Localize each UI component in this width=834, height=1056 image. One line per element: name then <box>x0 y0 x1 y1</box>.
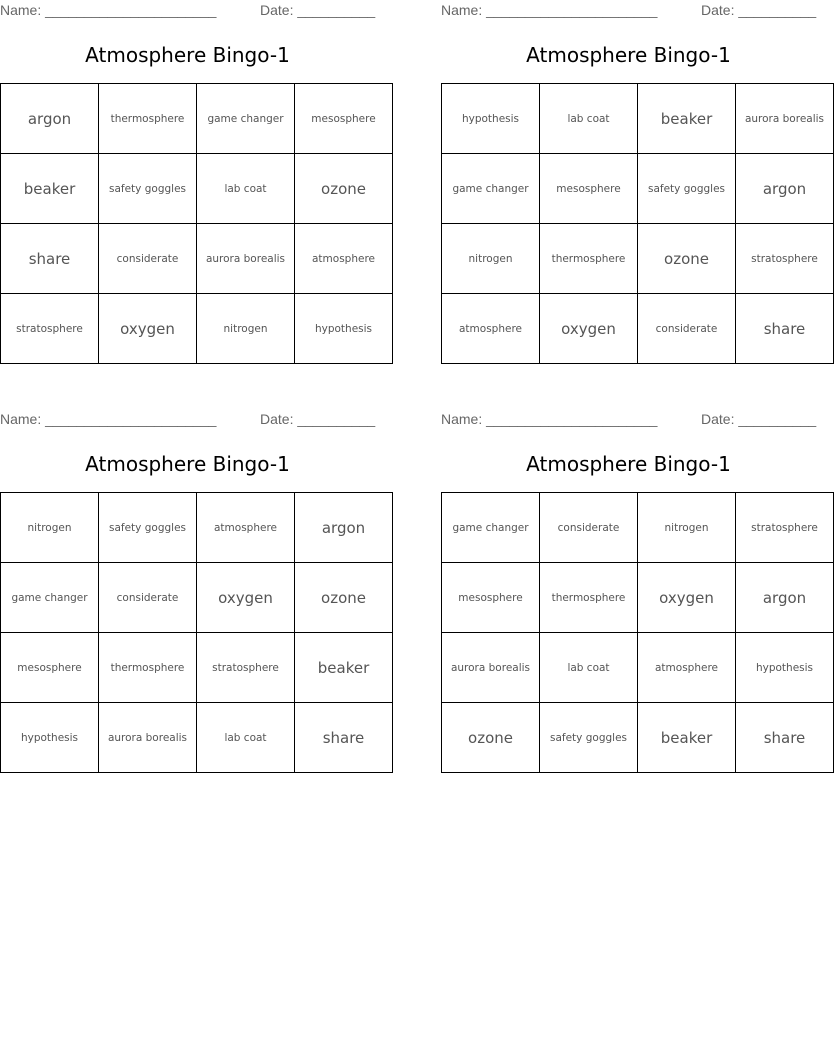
bingo-cell[interactable]: nitrogen <box>1 493 99 563</box>
grid-row <box>1 224 393 294</box>
bingo-cell[interactable]: nitrogen <box>442 224 540 294</box>
bingo-cell[interactable]: stratosphere <box>1 294 99 364</box>
bingo-cell[interactable]: oxygen <box>540 294 638 364</box>
bingo-card-3 <box>0 409 376 747</box>
name-field[interactable]: Name: ______________________ <box>0 2 217 18</box>
bingo-cell[interactable]: mesosphere <box>540 154 638 224</box>
bingo-cell[interactable]: oxygen <box>99 294 197 364</box>
bingo-cell[interactable]: hypothesis <box>442 84 540 154</box>
bingo-cell[interactable]: thermosphere <box>540 563 638 633</box>
bingo-cell[interactable]: ozone <box>442 703 540 773</box>
grid-row <box>442 703 834 773</box>
bingo-cell[interactable]: share <box>736 703 834 773</box>
bingo-cell[interactable]: argon <box>736 154 834 224</box>
grid-row <box>442 224 834 294</box>
bingo-cell[interactable]: beaker <box>295 633 393 703</box>
bingo-cell[interactable]: safety goggles <box>99 493 197 563</box>
grid-row <box>442 633 834 703</box>
bingo-grid <box>441 492 834 773</box>
bingo-cell[interactable]: considerate <box>638 294 736 364</box>
date-field[interactable]: Date: __________ <box>701 2 817 18</box>
grid-row <box>442 493 834 563</box>
name-field[interactable]: Name: ______________________ <box>441 411 658 427</box>
bingo-cell[interactable]: ozone <box>295 563 393 633</box>
bingo-cell[interactable]: game changer <box>197 84 295 154</box>
bingo-cell[interactable]: atmosphere <box>295 224 393 294</box>
grid-row <box>442 154 834 224</box>
bingo-cell[interactable]: mesosphere <box>1 633 99 703</box>
grid-row <box>442 294 834 364</box>
bingo-grid <box>0 83 393 364</box>
bingo-cell[interactable]: considerate <box>540 493 638 563</box>
bingo-cell[interactable]: beaker <box>1 154 99 224</box>
grid-row <box>1 703 393 773</box>
bingo-cell[interactable]: thermosphere <box>99 633 197 703</box>
bingo-cell[interactable]: atmosphere <box>442 294 540 364</box>
bingo-grid <box>0 492 393 773</box>
grid-row <box>1 294 393 364</box>
bingo-cell[interactable]: mesosphere <box>442 563 540 633</box>
bingo-cell[interactable]: lab coat <box>540 84 638 154</box>
bingo-cell[interactable]: ozone <box>295 154 393 224</box>
name-field[interactable]: Name: ______________________ <box>441 2 658 18</box>
bingo-card-2 <box>441 0 825 338</box>
card-title: Atmosphere Bingo-1 <box>526 452 731 476</box>
bingo-cell[interactable]: lab coat <box>197 703 295 773</box>
bingo-cell[interactable]: share <box>295 703 393 773</box>
bingo-cell[interactable]: mesosphere <box>295 84 393 154</box>
bingo-card-4 <box>441 409 818 747</box>
bingo-cell[interactable]: argon <box>295 493 393 563</box>
bingo-cell[interactable]: hypothesis <box>1 703 99 773</box>
grid-row <box>1 84 393 154</box>
grid-row <box>1 563 393 633</box>
bingo-cell[interactable]: aurora borealis <box>197 224 295 294</box>
date-field[interactable]: Date: __________ <box>701 411 817 427</box>
bingo-cell[interactable]: beaker <box>638 84 736 154</box>
bingo-cell[interactable]: nitrogen <box>638 493 736 563</box>
date-field[interactable]: Date: __________ <box>260 2 376 18</box>
bingo-card-1 <box>0 0 376 338</box>
bingo-cell[interactable]: argon <box>736 563 834 633</box>
grid-row <box>1 154 393 224</box>
bingo-cell[interactable]: game changer <box>442 493 540 563</box>
bingo-cell[interactable]: thermosphere <box>99 84 197 154</box>
bingo-cell[interactable]: oxygen <box>638 563 736 633</box>
bingo-cell[interactable]: stratosphere <box>736 493 834 563</box>
bingo-cell[interactable]: safety goggles <box>540 703 638 773</box>
bingo-cell[interactable]: aurora borealis <box>442 633 540 703</box>
bingo-cell[interactable]: aurora borealis <box>99 703 197 773</box>
bingo-cell[interactable]: beaker <box>638 703 736 773</box>
name-field[interactable]: Name: ______________________ <box>0 411 217 427</box>
bingo-cell[interactable]: lab coat <box>540 633 638 703</box>
bingo-cell[interactable]: hypothesis <box>736 633 834 703</box>
bingo-cell[interactable]: share <box>1 224 99 294</box>
card-title: Atmosphere Bingo-1 <box>85 452 290 476</box>
bingo-cell[interactable]: oxygen <box>197 563 295 633</box>
date-field[interactable]: Date: __________ <box>260 411 376 427</box>
bingo-cell[interactable]: share <box>736 294 834 364</box>
bingo-cell[interactable]: game changer <box>1 563 99 633</box>
bingo-cell[interactable]: lab coat <box>197 154 295 224</box>
bingo-cell[interactable]: aurora borealis <box>736 84 834 154</box>
bingo-cell[interactable]: argon <box>1 84 99 154</box>
bingo-cell[interactable]: atmosphere <box>638 633 736 703</box>
bingo-cell[interactable]: thermosphere <box>540 224 638 294</box>
bingo-cell[interactable]: game changer <box>442 154 540 224</box>
bingo-cell[interactable]: considerate <box>99 563 197 633</box>
bingo-cell[interactable]: safety goggles <box>99 154 197 224</box>
bingo-cell[interactable]: nitrogen <box>197 294 295 364</box>
bingo-cell[interactable]: stratosphere <box>197 633 295 703</box>
bingo-cell[interactable]: safety goggles <box>638 154 736 224</box>
bingo-cell[interactable]: atmosphere <box>197 493 295 563</box>
grid-row <box>442 563 834 633</box>
bingo-cell[interactable]: ozone <box>638 224 736 294</box>
bingo-cell[interactable]: considerate <box>99 224 197 294</box>
card-title: Atmosphere Bingo-1 <box>85 43 290 67</box>
bingo-grid <box>441 83 834 364</box>
grid-row <box>442 84 834 154</box>
grid-row <box>1 633 393 703</box>
card-title: Atmosphere Bingo-1 <box>526 43 731 67</box>
bingo-cell[interactable]: stratosphere <box>736 224 834 294</box>
bingo-cell[interactable]: hypothesis <box>295 294 393 364</box>
grid-row <box>1 493 393 563</box>
